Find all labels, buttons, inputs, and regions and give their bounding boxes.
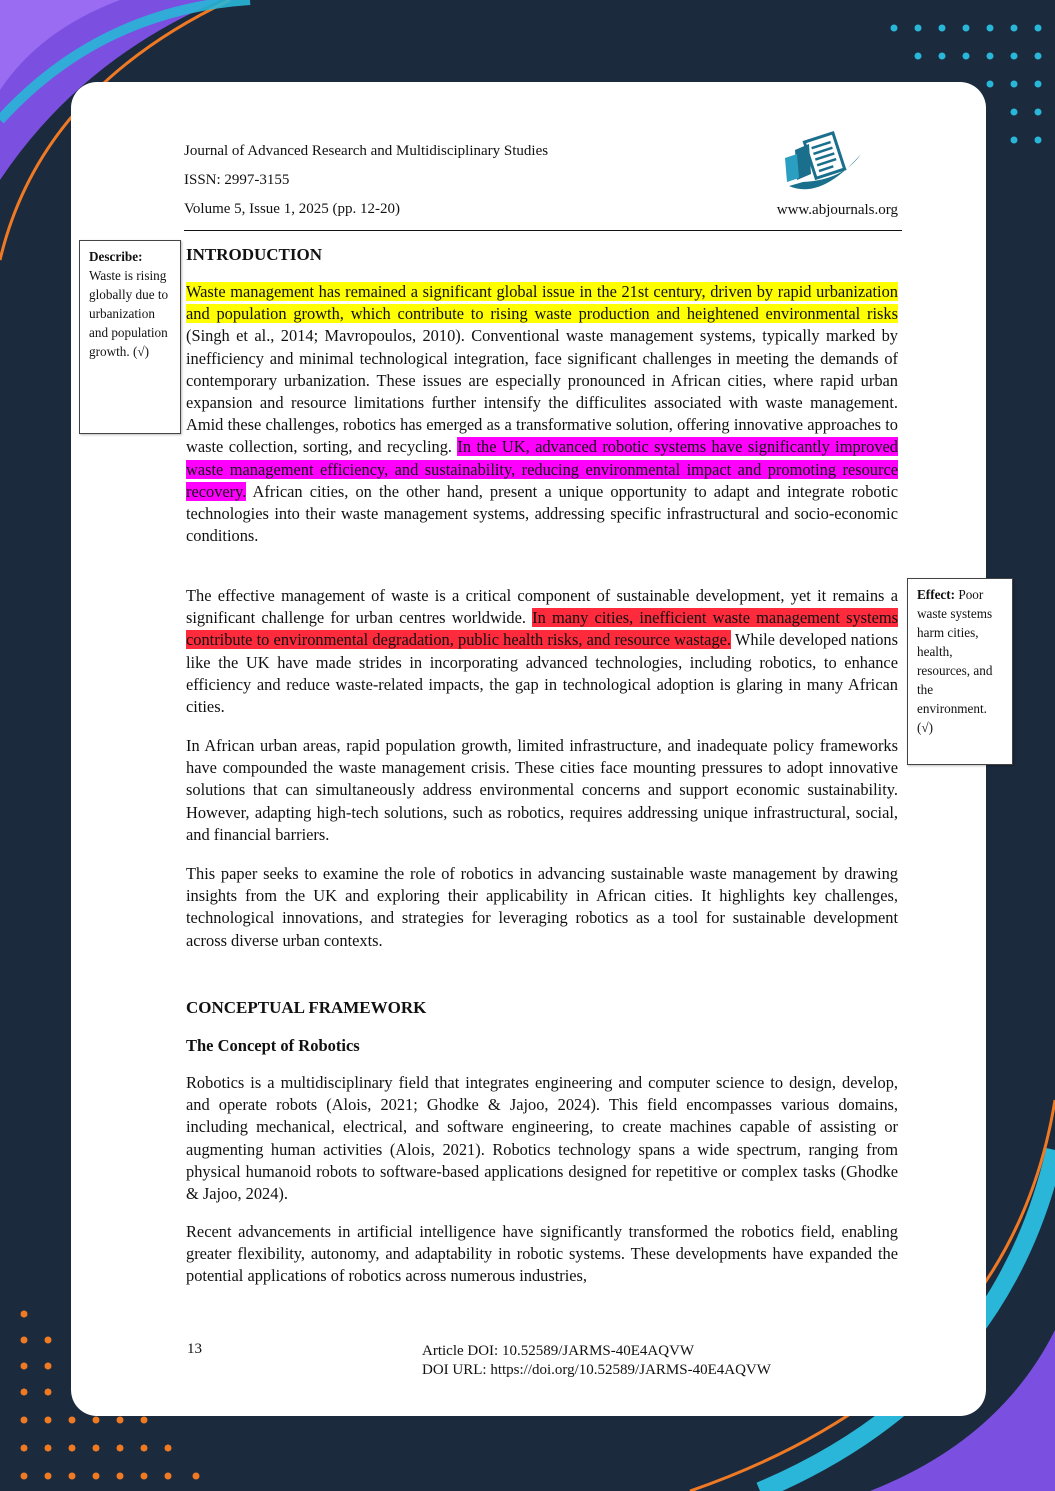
doi-url: DOI URL: https://doi.org/10.52589/JARMS-40E4AQVW [422, 1362, 771, 1378]
introduction-section [186, 244, 898, 266]
book-pages-icon [781, 130, 865, 196]
intro-paragraph-4: This paper seeks to examine the role of robotics in advancing sustainable waste management by drawing insights from the UK and exploring their applicability in African cities. It highlights key challenges, technological innovations, and strategies for leveraging robotics as a tool for sustainable development across diverse urban contexts. [186, 864, 898, 950]
describe-annotation [79, 240, 181, 434]
intro-paragraph-2 [186, 585, 898, 718]
paragraph-text: (Singh et al., 2014; Mavropoulos, 2010). Conventional waste management systems, typically marked by inefficiency and minimal technological integration, face significant challenges in meeting the demands of contemporary urbanization. These issues are especially pronounced in African cities, where rapid urban expansion and resource limitations further intensify the difficulites associated with waste management. Amid these challenges, robotics has emerged as a transformative solution, offering innovative approaches to waste collection, sorting, and recycling. [186, 326, 898, 457]
framework-paragraph-1: Robotics is a multidisciplinary field that integrates engineering and computer science to design, develop, and operate robots (Alois, 2021; Ghodke & Jajoo, 2024). This field encompasses various domains, including mechanical, electrical, and software engineering, to create machines capable of assisting or augmenting human activities (Alois, 2021). Robotics technology spans a wide spectrum, ranging from physical humanoid robots to software-based applications designed for repetitive or complex tasks (Ghodke & Jajoo, 2024). [186, 1073, 898, 1204]
article-doi: Article DOI: 10.52589/JARMS-40E4AQVW [422, 1343, 695, 1359]
paragraph-text: While developed nations like the UK have made strides in incorporating advanced technologies, including robotics, to enhance efficiency and reduce waste-related impacts, the gap in technological adoption is glaring in many African cities. [186, 630, 899, 717]
journal-website: www.abjournals.org [776, 202, 898, 218]
magenta-highlight: In the UK, advanced robotic systems have significantly improved waste management efficiency, and sustainability, reducing environmental impact and promoting resource recovery. [186, 437, 898, 501]
framework-paragraph-2: Recent advancements in artificial intelligence have significantly transformed the robotics field, enabling greater flexibility, autonomy, and adaptability in robotic systems. These developments have expanded the potential applications of robotics across numerous industries, [186, 1222, 898, 1286]
effect-text: Poor waste systems harm cities, health, resources, and the environment. (√) [917, 587, 993, 735]
header-divider [184, 230, 902, 231]
robotics-subsection [186, 1035, 898, 1057]
describe-label: Describe: [89, 249, 143, 264]
paragraph-text: African cities, on the other hand, present a unique opportunity to adapt and integrate robotic technologies into their waste management systems, addressing specific infrastructural and socio-economic conditions. [186, 481, 898, 546]
framework-heading: CONCEPTUAL FRAMEWORK [186, 998, 427, 1017]
issn: ISSN: 2997-3155 [184, 172, 290, 188]
intro-paragraph-1 [186, 281, 898, 547]
red-highlight: In many cities, inefficient waste management systems contribute to environmental degradation, public health risks, and resource wastage. [186, 608, 898, 650]
effect-label: Effect: [917, 587, 956, 602]
introduction-heading: INTRODUCTION [186, 245, 323, 264]
describe-text: Waste is rising globally due to urbanization and population growth. (√) [89, 268, 169, 359]
paragraph-text: The effective management of waste is a critical component of sustainable development, yet it remains a significant challenge for urban centres worldwide. [186, 586, 898, 628]
volume-issue: Volume 5, Issue 1, 2025 (pp. 12-20) [184, 201, 400, 217]
journal-name: Journal of Advanced Research and Multidisciplinary Studies [184, 143, 549, 159]
page-number: 13 [187, 1341, 202, 1357]
framework-section [186, 997, 898, 1019]
yellow-highlight: Waste management has remained a significant global issue in the 21st century, driven by rapid urbanization and population growth, which contribute to rising waste production and heightened environmental risks [186, 282, 898, 324]
intro-paragraph-3: In African urban areas, rapid population growth, limited infrastructure, and inadequate policy frameworks have compounded the waste management crisis. These cities face mounting pressures to adopt innovative solutions that can simultaneously address environmental concerns and support economic sustainability. However, adapting high-tech solutions, such as robotics, requires addressing unique infrastructural, social, and financial barriers. [186, 736, 898, 844]
effect-annotation [907, 578, 1013, 765]
robotics-subheading: The Concept of Robotics [186, 1036, 360, 1055]
